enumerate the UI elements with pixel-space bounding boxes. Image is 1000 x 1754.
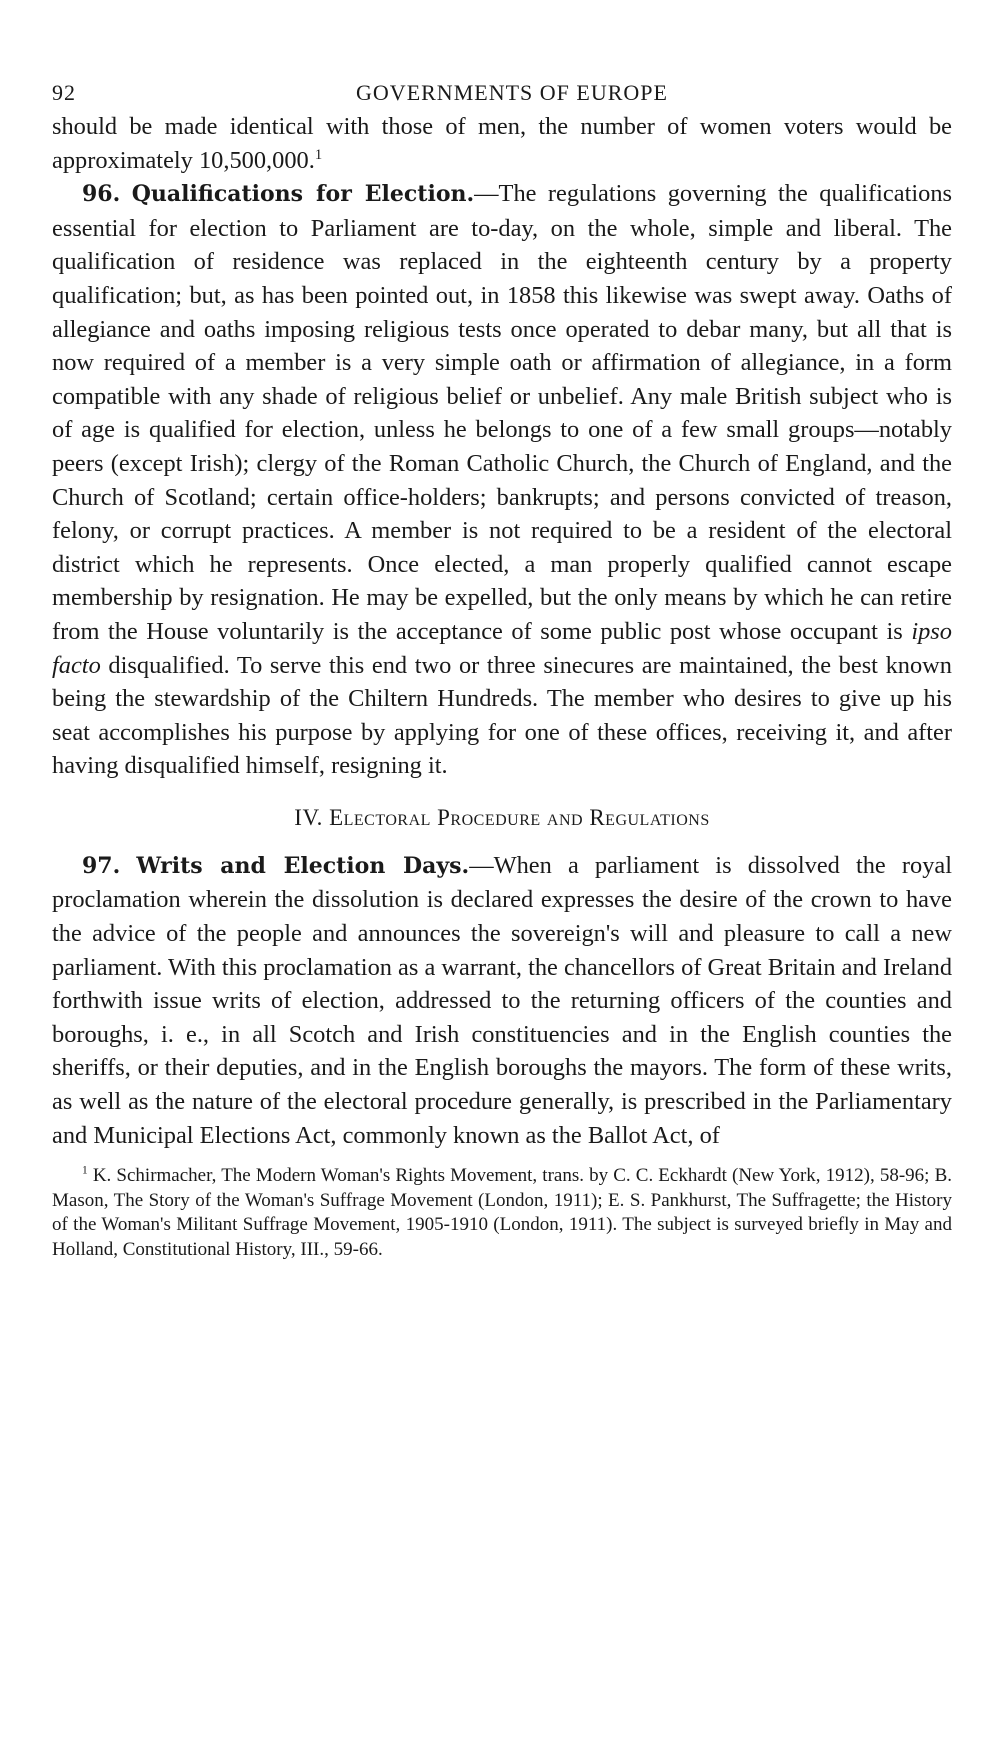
paragraph-continued (52, 110, 952, 177)
running-head (52, 70, 952, 110)
footnotes (52, 1164, 952, 1262)
section-96-text-b: disqualified. To serve this end two or three sinecures are maintained, the best known being the stewardship of the Chiltern Hundreds. The member who desires to give up his seat accomplishes his purpose by applying for one of these offices, receiving it, and after having disqualified himself, resigning it. (52, 651, 952, 780)
footnote (52, 1164, 952, 1262)
body-text (52, 110, 952, 1152)
section-97-text: —When a parliament is dissolved the royal proclamation wherein the dissolution is declared expresses the desire of the crown to have the advice of the people and announces the sovereign's will and pleasure to call a new parliament. With this proclamation as a warrant, the chancellors of Great Britain and Ireland forthwith issue writs of election, addressed to the returning officers of the counties and boroughs, i. e., in all Scotch and Irish constituencies and in the English counties the sheriffs, or their deputies, and in the English boroughs the mayors. The form of these writs, as well as the nature of the electoral procedure generally, is prescribed in the Parliamentary and Municipal Elections Act, commonly known as the Ballot Act, of (52, 851, 953, 1149)
section-97-title: Writs and Election Days. (136, 852, 470, 879)
section-97-number: 97. (82, 852, 121, 879)
section-96-paragraph (52, 177, 952, 783)
section-96-title: Qualifications for Election. (131, 181, 475, 208)
running-title: GOVERNMENTS OF EUROPE (356, 80, 668, 105)
book-page (52, 70, 952, 1262)
section-97-paragraph (52, 849, 952, 1152)
paragraph-continued-text: should be made identical with those of men, the number of women voters would be approximately 10,500,000. (52, 113, 952, 174)
section-96-text-a: —The regulations governing the qualifications essential for election to Parliament are to-day, on the whole, simple and liberal. The qualification of residence was replaced in the eighteenth century by a property qualification; but, as has been pointed out, in 1858 this likewise was swept away. Oaths of allegiance and oaths imposing religious tests once operated to debar many, but all that is now required of a member is a very simple oath or affirmation of allegiance, in a form compatible with any shade of religious belief or unbelief. Any male British subject who is of age is qualified for election, unless he belongs to one of a few small groups—notably peers (except Irish); clergy of the Roman Catholic Church, the Church of England, and the Church of Scotland; certain office-holders; bankrupts; and persons convicted of treason, felony, or corrupt practices. A member is not required to be a resident of the electoral district which he represents. Once elected, a man properly qualified cannot escape membership by resignation. He may be expelled, but the only means by which he can retire from the House voluntarily is the acceptance of some public post whose occupant is (52, 180, 953, 645)
footnote-text: K. Schirmacher, The Modern Woman's Rights Movement, trans. by C. C. Eckhardt (New York, 1912), 58-96; B. Mason, The Story of the Woman's Suffrage Movement (London, 1911); E. S. Pankhurst, The Suffragette; the History of the Woman's Militant Suffrage Movement, 1905-1910 (London, 1911). The subject is surveyed briefly in May and Holland, Constitutional History, III., 59-66. (52, 1165, 952, 1260)
chapter-section-heading: IV. Electoral Procedure and Regulations (294, 804, 710, 830)
section-96-italic-term: ipso facto (52, 617, 952, 679)
footnote-mark: 1 (82, 1164, 88, 1177)
page-number: 92 (52, 80, 76, 105)
footnote-reference: 1 (314, 146, 323, 163)
section-96-number: 96. (82, 181, 121, 208)
